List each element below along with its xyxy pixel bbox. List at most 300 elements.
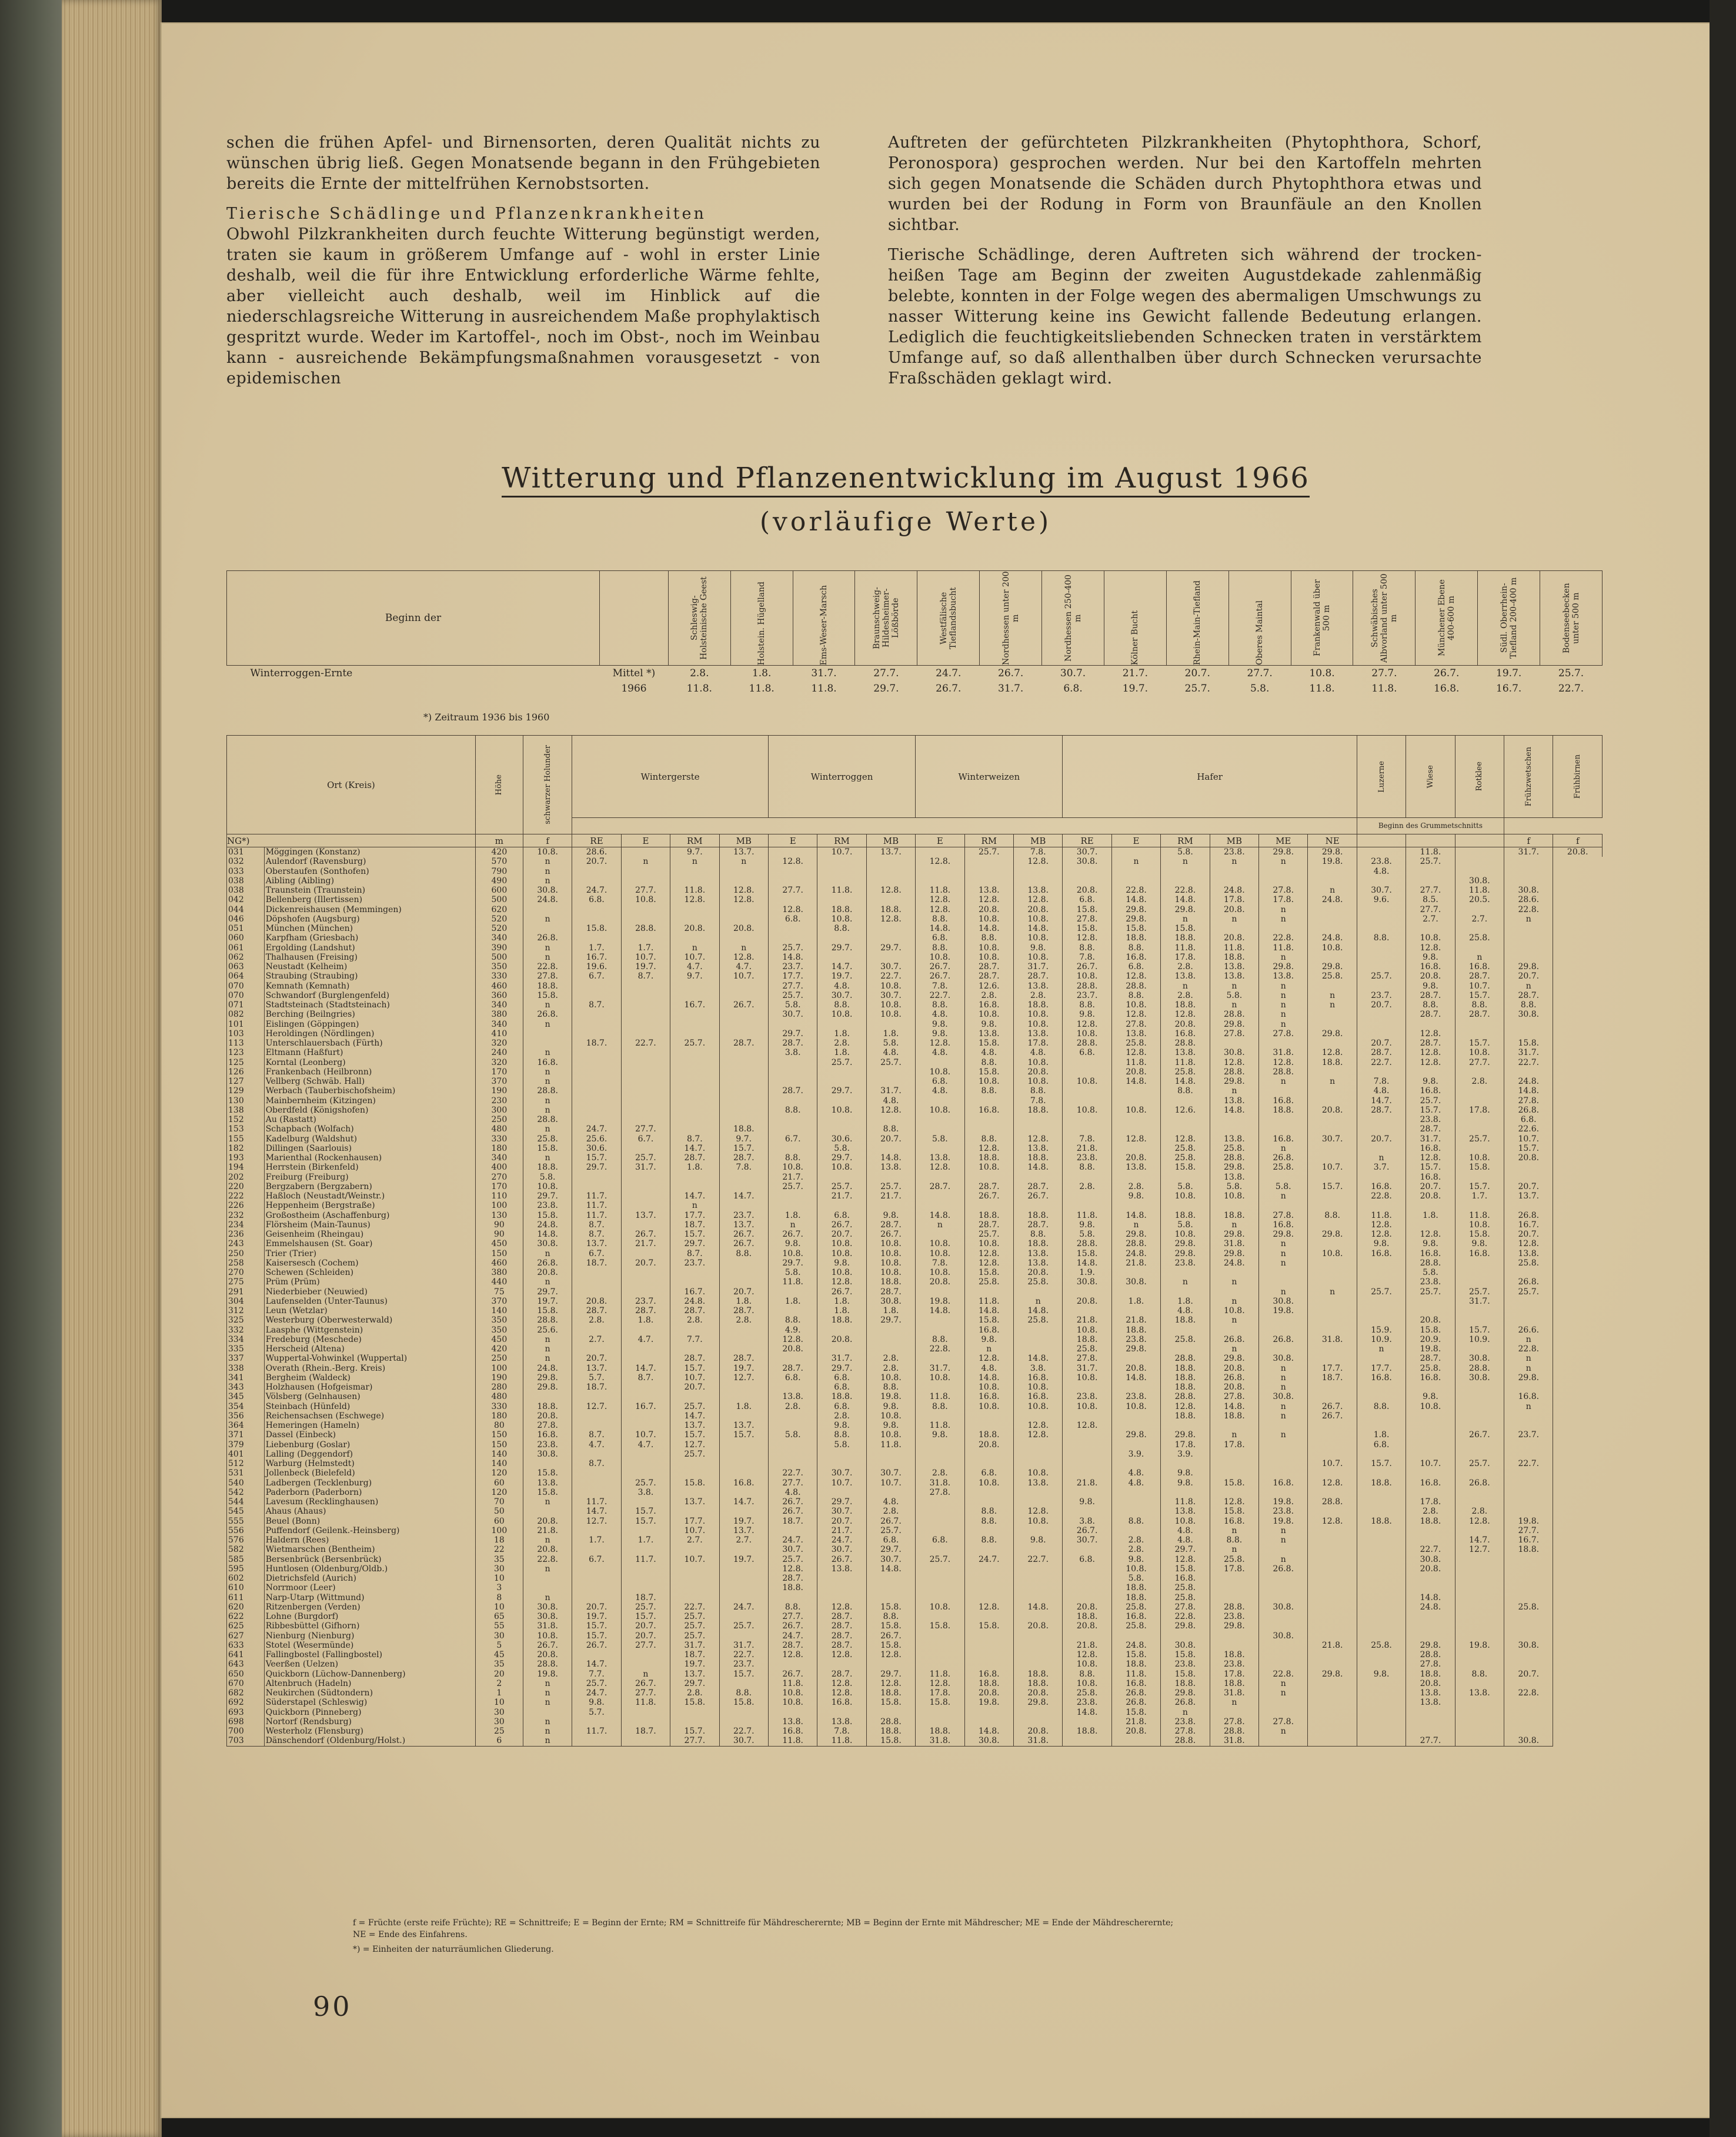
- date-cell: 11.8.: [916, 1669, 964, 1679]
- table-row: [227, 1430, 1603, 1440]
- date-cell: [1308, 1297, 1357, 1306]
- date-cell: 28.7.: [768, 1641, 817, 1650]
- date-cell: 20.8.: [1111, 1067, 1160, 1077]
- date-cell: 18.8.: [817, 1392, 866, 1401]
- date-cell: [719, 905, 768, 914]
- column-header-hafer: Hafer: [1063, 736, 1357, 818]
- date-cell: [866, 1450, 915, 1459]
- date-cell: 20.5.: [1455, 895, 1504, 904]
- date-cell: n: [1357, 1344, 1406, 1354]
- date-cell: 20.8.: [1014, 1688, 1063, 1698]
- date-cell: 19.8.: [916, 1297, 964, 1306]
- date-cell: [1210, 867, 1258, 876]
- date-cell: n: [523, 1564, 572, 1574]
- date-cell: 12.7.: [572, 1402, 621, 1411]
- date-cell: 20.7.: [866, 1134, 915, 1144]
- date-cell: 27.8.: [1259, 1029, 1308, 1039]
- date-cell: 29.8.: [1210, 1163, 1258, 1172]
- date-cell: [572, 1574, 621, 1583]
- date-cell: 28.7.: [866, 1287, 915, 1297]
- date-cell: 16.8.: [1406, 1086, 1455, 1096]
- date-cell: n: [1111, 1220, 1160, 1230]
- date-cell: 13.8.: [1455, 1688, 1504, 1698]
- date-cell: 25.7.: [768, 1182, 817, 1191]
- date-cell: 28.8.: [1455, 1364, 1504, 1373]
- date-cell: [866, 1115, 915, 1124]
- date-cell: [1259, 1450, 1308, 1459]
- date-cell: [1111, 1631, 1160, 1641]
- date-cell: n: [1259, 1249, 1308, 1258]
- date-cell: [621, 1736, 670, 1746]
- date-cell: 8.8.: [916, 1000, 964, 1010]
- date-cell: [1308, 1450, 1357, 1459]
- date-cell: 31.7.: [1504, 847, 1553, 857]
- date-cell: [916, 1631, 964, 1641]
- mittel-value: 21.7.: [1122, 667, 1149, 679]
- date-cell: [1111, 1124, 1160, 1134]
- date-cell: 31.8.: [1014, 1736, 1063, 1746]
- date-cell: n: [1210, 857, 1258, 866]
- date-cell: [1308, 1173, 1357, 1182]
- date-cell: [1161, 1287, 1210, 1297]
- date-cell: 21.7.: [866, 1191, 915, 1201]
- date-cell: 8.8.: [916, 943, 964, 953]
- date-cell: 13.8.: [1210, 971, 1258, 981]
- station-name: Traunstein (Traunstein): [264, 886, 475, 895]
- date-cell: [916, 1593, 964, 1602]
- date-cell: [768, 1144, 817, 1153]
- date-cell: [1063, 1468, 1111, 1478]
- date-cell: 28.8.: [1161, 1392, 1210, 1401]
- date-cell: 20.7.: [621, 1631, 670, 1641]
- altitude-cell: 45: [475, 1650, 523, 1659]
- date-cell: [1455, 1736, 1504, 1746]
- date-cell: 9.7.: [670, 971, 719, 981]
- station-name: Ladbergen (Tecklenburg): [264, 1478, 475, 1488]
- date-cell: [621, 1249, 670, 1258]
- date-cell: [719, 1173, 768, 1182]
- date-cell: 9.8.: [1406, 1077, 1455, 1086]
- date-cell: 10.8.: [916, 1373, 964, 1383]
- table-row: [227, 1230, 1603, 1239]
- date-cell: [866, 867, 915, 876]
- date-cell: 12.8.: [1014, 1421, 1063, 1430]
- altitude-cell: 20: [475, 1669, 523, 1679]
- date-cell: [1063, 1086, 1111, 1096]
- station-name: Lavesum (Recklinghausen): [264, 1497, 475, 1507]
- ng-code: 113: [227, 1039, 265, 1048]
- date-cell: [670, 1468, 719, 1478]
- ng-code: 182: [227, 1144, 265, 1153]
- date-cell: 23.8.: [1357, 857, 1406, 866]
- paragraph: Auftreten der gefürchteten Pilzkrankheiten (Phytophthora, Schorf, Peronospora) gesprochen werden. Nur bei den Kartoffeln mehrten sich gegen Monatsende die Schäden durch Phytophthora etwas und wurden bei der Rodung in Form von Braunfäule an den Knollen sichtbar.: [888, 133, 1482, 234]
- date-cell: 30.8.: [1161, 1641, 1210, 1650]
- date-cell: [866, 1708, 915, 1717]
- date-cell: 25.7.: [670, 1631, 719, 1641]
- date-cell: [1357, 1507, 1406, 1516]
- row-label: Mittel *): [612, 667, 656, 679]
- station-name: Huntlosen (Oldenburg/Oldb.): [264, 1564, 475, 1574]
- station-name: Straubing (Straubing): [264, 971, 475, 981]
- date-cell: [1357, 924, 1406, 933]
- date-cell: [1504, 1621, 1553, 1631]
- date-cell: [572, 1268, 621, 1277]
- date-cell: 10.8.: [817, 1249, 866, 1258]
- station-name: Dassel (Einbeck): [264, 1430, 475, 1440]
- table-row: [227, 1688, 1603, 1698]
- date-cell: 25.8.: [1210, 1555, 1258, 1564]
- date-cell: [719, 1115, 768, 1124]
- ng-code: 153: [227, 1124, 265, 1134]
- date-cell: 25.7.: [670, 1621, 719, 1631]
- date-cell: 28.8.: [1161, 1736, 1210, 1746]
- value-1966: 26.7.: [936, 683, 962, 694]
- date-cell: 16.8.: [1406, 1249, 1455, 1258]
- date-cell: [1455, 1574, 1504, 1583]
- date-cell: 28.8.: [1308, 1497, 1357, 1507]
- date-cell: 29.8.: [523, 1373, 572, 1383]
- table-row: [227, 1153, 1603, 1163]
- date-cell: 26.7.: [866, 1230, 915, 1239]
- date-cell: 5.7.: [572, 1708, 621, 1717]
- date-cell: 28.8.: [621, 924, 670, 933]
- date-cell: 11.7.: [572, 1201, 621, 1210]
- date-cell: 10.8.: [768, 1163, 817, 1172]
- date-cell: 15.8.: [1063, 905, 1111, 914]
- date-cell: [719, 1411, 768, 1421]
- subheader-cell: f: [1504, 834, 1553, 847]
- date-cell: [964, 1574, 1013, 1583]
- date-cell: 10.8.: [523, 1631, 572, 1641]
- date-cell: 27.8.: [1063, 1354, 1111, 1363]
- date-cell: 14.7.: [621, 1364, 670, 1373]
- date-cell: 12.8.: [964, 1354, 1013, 1363]
- station-name: Bersenbrück (Bersenbrück): [264, 1555, 475, 1564]
- date-cell: 18.7.: [572, 1039, 621, 1048]
- station-name: Marienthal (Rockenhausen): [264, 1153, 475, 1163]
- column-header-winterroggen: Winterroggen: [768, 736, 915, 818]
- date-cell: 13.7.: [621, 1211, 670, 1220]
- ng-code: 125: [227, 1058, 265, 1067]
- date-cell: n: [1259, 1144, 1308, 1153]
- date-cell: [817, 953, 866, 962]
- date-cell: 17.8.: [1210, 1440, 1258, 1450]
- table-row: [227, 1124, 1603, 1134]
- station-name: Herscheid (Altena): [264, 1344, 475, 1354]
- date-cell: 24.7.: [572, 1124, 621, 1134]
- date-cell: 25.7.: [572, 1679, 621, 1688]
- date-cell: 23.8.: [1161, 1717, 1210, 1727]
- date-cell: [1455, 1258, 1504, 1268]
- date-cell: [1259, 1459, 1308, 1468]
- date-cell: [1111, 1736, 1160, 1746]
- date-cell: 30.8.: [1504, 886, 1553, 895]
- date-cell: 31.7.: [817, 1354, 866, 1363]
- date-cell: [1504, 1468, 1553, 1478]
- altitude-cell: 75: [475, 1287, 523, 1297]
- table-row: [227, 1249, 1603, 1258]
- date-cell: 8.8.: [866, 1124, 915, 1134]
- date-cell: 20.8.: [768, 1344, 817, 1354]
- date-cell: 1.8.: [621, 1315, 670, 1325]
- station-name: Puffendorf (Geilenk.-Heinsberg): [264, 1526, 475, 1535]
- value-1966: 11.8.: [1371, 683, 1397, 694]
- date-cell: 13.7.: [1504, 1191, 1553, 1201]
- date-cell: [719, 867, 768, 876]
- ng-code: 275: [227, 1277, 265, 1287]
- station-name: Niederbieber (Neuwied): [264, 1287, 475, 1297]
- date-cell: 23.8.: [1259, 1507, 1308, 1516]
- date-cell: 8.8.: [916, 914, 964, 924]
- date-cell: 22.7.: [719, 1650, 768, 1659]
- date-cell: 2.8.: [1111, 1535, 1160, 1545]
- date-cell: [964, 1115, 1013, 1124]
- date-cell: 12.8.: [817, 1277, 866, 1287]
- date-cell: 9.8.: [1111, 1555, 1160, 1564]
- date-cell: 8.8.: [1014, 1086, 1063, 1096]
- date-cell: 22.7.: [719, 1727, 768, 1736]
- date-cell: 30.8.: [1455, 1373, 1504, 1383]
- date-cell: 16.8.: [523, 1430, 572, 1440]
- date-cell: 2.8.: [1111, 1182, 1160, 1191]
- date-cell: 18.7.: [768, 1517, 817, 1526]
- date-cell: [719, 1268, 768, 1277]
- date-cell: 10.8.: [1063, 1659, 1111, 1669]
- ng-code: 304: [227, 1297, 265, 1306]
- date-cell: 30.7.: [866, 1555, 915, 1564]
- date-cell: 31.8.: [523, 1621, 572, 1631]
- date-cell: [1455, 1488, 1504, 1497]
- date-cell: 8.8.: [1063, 943, 1111, 953]
- date-cell: 18.8.: [1357, 1517, 1406, 1526]
- date-cell: [1308, 1621, 1357, 1631]
- date-cell: 1.9.: [1063, 1268, 1111, 1277]
- date-cell: [1259, 1593, 1308, 1602]
- date-cell: 22.7.: [866, 971, 915, 981]
- date-cell: 4.7.: [719, 962, 768, 971]
- altitude-cell: 320: [475, 1039, 523, 1048]
- region-header: Münchener Ebene 400-600 m: [1415, 571, 1478, 666]
- date-cell: 8.8.: [1504, 1000, 1553, 1010]
- date-cell: n: [1161, 981, 1210, 991]
- station-name: Nortorf (Rendsburg): [264, 1717, 475, 1727]
- region-header: Ems-Weser-Marsch: [793, 571, 855, 666]
- date-cell: 15.8.: [1161, 1564, 1210, 1574]
- region-header: Bodenseebecken unter 500 m: [1540, 571, 1603, 666]
- date-cell: [1455, 1621, 1504, 1631]
- date-cell: 25.7.: [1406, 1287, 1455, 1297]
- date-cell: 8.8.: [1063, 1669, 1111, 1679]
- subheader-cell: f: [1553, 834, 1603, 847]
- date-cell: [1308, 1583, 1357, 1592]
- date-cell: [1308, 1602, 1357, 1612]
- date-cell: 10.8.: [1063, 1077, 1111, 1086]
- date-cell: 30.7.: [866, 1468, 915, 1478]
- table-row: [227, 1641, 1603, 1650]
- date-cell: 29.7.: [866, 1545, 915, 1554]
- date-cell: 14.8.: [1406, 1593, 1455, 1602]
- altitude-cell: 8: [475, 1593, 523, 1602]
- date-cell: 10.8.: [817, 1106, 866, 1115]
- date-cell: [1111, 1507, 1160, 1516]
- date-cell: [572, 1029, 621, 1039]
- date-cell: [719, 1201, 768, 1210]
- date-cell: [1504, 1440, 1553, 1450]
- date-cell: 18.8.: [1161, 1315, 1210, 1325]
- date-cell: 27.8.: [1210, 1392, 1258, 1401]
- date-cell: 12.8.: [1111, 1048, 1160, 1057]
- date-cell: 10.7.: [670, 953, 719, 962]
- date-cell: 31.7.: [866, 1086, 915, 1096]
- date-cell: n: [1259, 1239, 1308, 1248]
- date-cell: 26.8.: [1504, 1277, 1553, 1287]
- date-cell: [719, 1564, 768, 1574]
- date-cell: 11.8.: [768, 1736, 817, 1746]
- table-subtitle: (vorläufige Werte): [759, 507, 1052, 537]
- date-cell: 29.8.: [1161, 1239, 1210, 1248]
- table-row: [227, 1211, 1603, 1220]
- date-cell: 15.8.: [523, 1468, 572, 1478]
- date-cell: 25.7.: [964, 1230, 1013, 1239]
- date-cell: 5.8.: [1259, 1182, 1308, 1191]
- date-cell: 24.8.: [523, 1364, 572, 1373]
- date-cell: 29.8.: [1406, 1641, 1455, 1650]
- date-cell: 9.8.: [1406, 981, 1455, 991]
- date-cell: 30.7.: [768, 1545, 817, 1554]
- date-cell: 27.8.: [1210, 1029, 1258, 1039]
- date-cell: 27.8.: [1161, 1602, 1210, 1612]
- date-cell: n: [621, 857, 670, 866]
- altitude-cell: 6: [475, 1736, 523, 1746]
- altitude-cell: 10: [475, 1602, 523, 1612]
- altitude-cell: 90: [475, 1220, 523, 1230]
- date-cell: [866, 1173, 915, 1182]
- date-cell: 8.8.: [1063, 1163, 1111, 1172]
- station-name: Fredeburg (Meschede): [264, 1335, 475, 1344]
- table-row: [227, 1315, 1603, 1325]
- station-name: Großostheim (Aschaffenburg): [264, 1211, 475, 1220]
- date-cell: 12.8.: [1406, 1230, 1455, 1239]
- station-name: Mainbernheim (Kitzingen): [264, 1096, 475, 1106]
- table-row: [227, 1383, 1603, 1392]
- date-cell: [1308, 1144, 1357, 1153]
- date-cell: 2.8.: [817, 1411, 866, 1421]
- date-cell: [719, 1277, 768, 1287]
- date-cell: [1014, 1583, 1063, 1592]
- date-cell: [817, 867, 866, 876]
- ng-code: 334: [227, 1335, 265, 1344]
- date-cell: [1406, 1421, 1455, 1430]
- table-row: [227, 1545, 1603, 1554]
- date-cell: [719, 1335, 768, 1344]
- date-cell: 28.7.: [719, 1153, 768, 1163]
- date-cell: [670, 1574, 719, 1583]
- altitude-cell: 230: [475, 1096, 523, 1106]
- date-cell: n: [523, 1077, 572, 1086]
- date-cell: 18.7.: [670, 1650, 719, 1659]
- value-1966: 29.7.: [873, 683, 899, 694]
- date-cell: 13.7.: [670, 1669, 719, 1679]
- date-cell: [1406, 1440, 1455, 1450]
- date-cell: 28.8.: [1406, 1258, 1455, 1268]
- date-cell: 16.8.: [1014, 1392, 1063, 1401]
- date-cell: 5.8.: [768, 1268, 817, 1277]
- date-cell: n: [523, 1717, 572, 1727]
- date-cell: [916, 847, 964, 857]
- date-cell: 25.8.: [1504, 1258, 1553, 1268]
- date-cell: [621, 1717, 670, 1727]
- date-cell: 31.7.: [1504, 1048, 1553, 1057]
- table-row: [227, 1354, 1603, 1363]
- date-cell: 28.7.: [670, 1153, 719, 1163]
- date-cell: [768, 1201, 817, 1210]
- altitude-cell: 30: [475, 1564, 523, 1574]
- table-row: [227, 1277, 1603, 1287]
- date-cell: [719, 1440, 768, 1450]
- altitude-cell: 250: [475, 1115, 523, 1124]
- date-cell: 6.8.: [572, 895, 621, 904]
- table-row: [227, 953, 1603, 962]
- date-cell: 15.8.: [523, 1211, 572, 1220]
- ng-code: 060: [227, 933, 265, 943]
- date-cell: 23.8.: [1161, 1258, 1210, 1268]
- date-cell: [916, 1459, 964, 1468]
- date-cell: 16.8.: [1014, 1373, 1063, 1383]
- date-cell: n: [670, 857, 719, 866]
- date-cell: [1455, 1029, 1504, 1039]
- date-cell: [1357, 1067, 1406, 1077]
- date-cell: n: [523, 1067, 572, 1077]
- date-cell: 28.8.: [1111, 981, 1160, 991]
- table-row: [227, 1631, 1603, 1641]
- date-cell: 4.8.: [1111, 1468, 1160, 1478]
- date-cell: 28.7.: [719, 1354, 768, 1363]
- date-cell: [866, 953, 915, 962]
- station-name: Laasphe (Wittgenstein): [264, 1325, 475, 1335]
- date-cell: 30.7.: [866, 962, 915, 971]
- altitude-cell: 60: [475, 1517, 523, 1526]
- date-cell: 17.8.: [1210, 1564, 1258, 1574]
- date-cell: 12.8.: [964, 1602, 1013, 1612]
- date-cell: 14.8.: [1210, 1106, 1258, 1115]
- altitude-cell: 70: [475, 1497, 523, 1507]
- date-cell: 27.7.: [768, 886, 817, 895]
- date-cell: [621, 1029, 670, 1039]
- date-cell: 17.8.: [1259, 895, 1308, 904]
- table-row: [227, 1086, 1603, 1096]
- value-1966: 11.8.: [686, 683, 712, 694]
- altitude-cell: 80: [475, 1421, 523, 1430]
- date-cell: [768, 1124, 817, 1134]
- date-cell: [670, 1325, 719, 1335]
- date-cell: [670, 1507, 719, 1516]
- date-cell: [1308, 1153, 1357, 1163]
- date-cell: 20.8.: [523, 1411, 572, 1421]
- ng-code: 622: [227, 1612, 265, 1621]
- ng-code: 103: [227, 1029, 265, 1039]
- date-cell: 20.8.: [1111, 1153, 1160, 1163]
- date-cell: [1111, 1421, 1160, 1430]
- date-cell: 18.8.: [1063, 1727, 1111, 1736]
- station-name: Narp-Utarp (Wittmund): [264, 1593, 475, 1602]
- date-cell: 12.8.: [916, 1039, 964, 1048]
- date-cell: 29.7.: [670, 1679, 719, 1688]
- date-cell: 14.7.: [1455, 1535, 1504, 1545]
- date-cell: n: [1210, 1000, 1258, 1010]
- date-cell: 9.8.: [866, 1402, 915, 1411]
- date-cell: n: [523, 1096, 572, 1106]
- date-cell: 15.8.: [670, 1478, 719, 1488]
